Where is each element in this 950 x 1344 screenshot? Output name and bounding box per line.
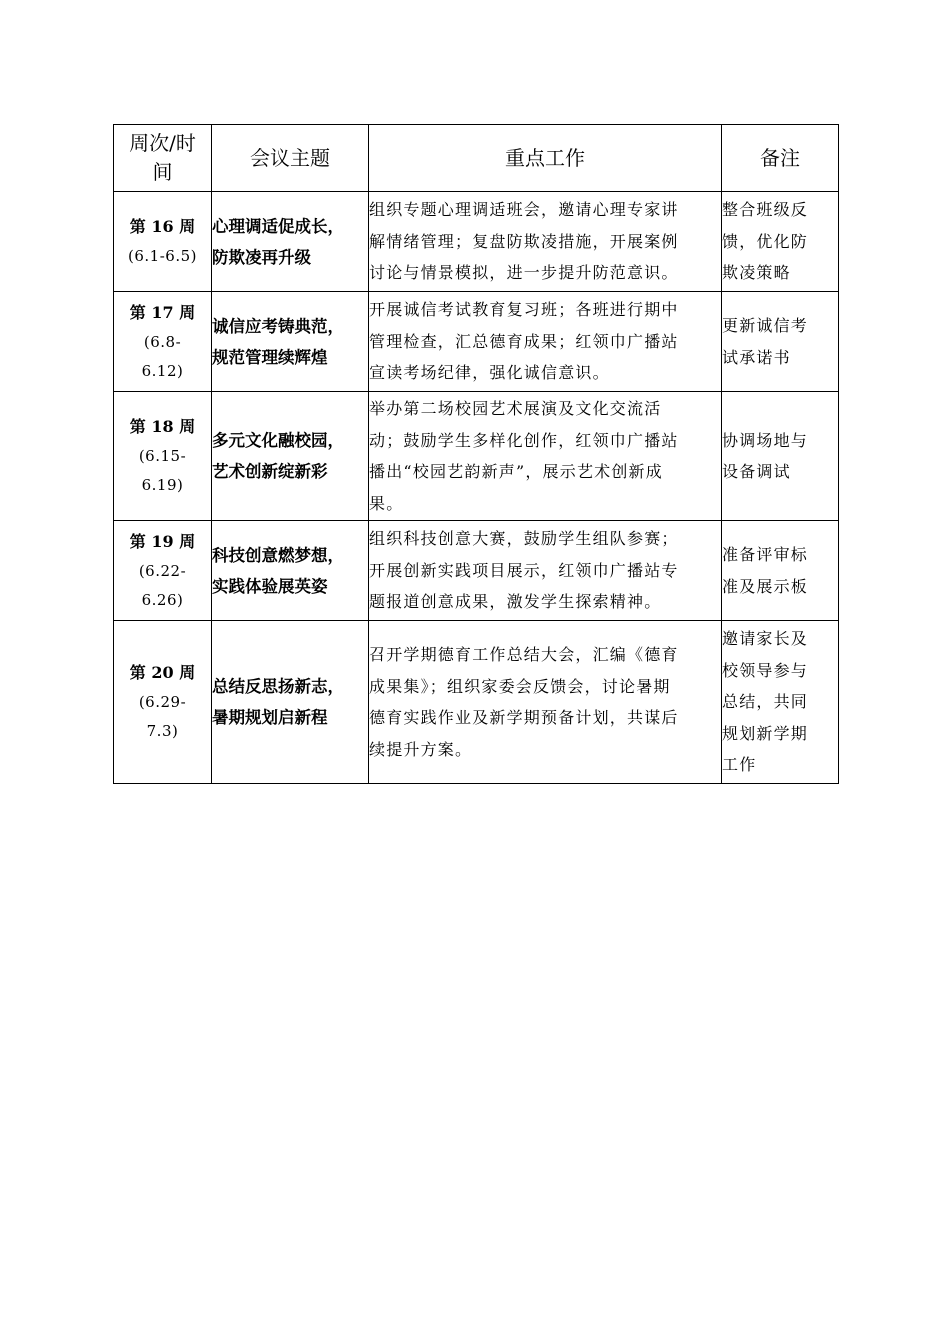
header-week-line2: 间 bbox=[152, 160, 173, 184]
note-line: 准备评审标 bbox=[722, 545, 809, 564]
week-number: 第 16 周 bbox=[129, 217, 196, 236]
work-line: 题报道创意成果，激发学生探索精神。 bbox=[369, 592, 662, 612]
header-theme: 会议主题 bbox=[212, 125, 369, 192]
week-number: 第 18 周 bbox=[129, 417, 196, 436]
work-line: 组织专题心理调适班会，邀请心理专家讲 bbox=[369, 200, 679, 220]
week-number: 第 19 周 bbox=[129, 531, 196, 551]
week-number: 第 17 周 bbox=[129, 302, 196, 322]
work-line: 播出“校园艺韵新声”，展示艺术创新成 bbox=[369, 462, 663, 481]
theme-cell bbox=[212, 521, 369, 621]
note-line: 规划新学期 bbox=[722, 723, 809, 743]
week-dates: 7.3) bbox=[146, 722, 179, 740]
theme-line: 暑期规划启新程 bbox=[212, 708, 328, 727]
week-dates: 6.12) bbox=[141, 361, 184, 380]
note-line: 校领导参与 bbox=[722, 660, 809, 680]
note-line: 欺凌策略 bbox=[722, 263, 791, 283]
theme-line: 总结反思扬新志， bbox=[212, 677, 344, 696]
theme-cell bbox=[212, 192, 369, 292]
note-line: 整合班级反 bbox=[722, 200, 809, 220]
work-line: 动；鼓励学生多样化创作，红领巾广播站 bbox=[369, 430, 679, 450]
table-row bbox=[114, 521, 839, 621]
note-line: 邀请家长及 bbox=[722, 629, 809, 649]
note-cell bbox=[722, 392, 839, 521]
work-line: 管理检查，汇总德育成果；红领巾广播站 bbox=[369, 331, 679, 351]
header-week bbox=[114, 125, 212, 192]
week-dates: (6.22- bbox=[138, 561, 187, 580]
week-cell bbox=[114, 392, 212, 521]
note-line: 更新诚信考 bbox=[722, 316, 809, 335]
work-cell bbox=[369, 192, 722, 292]
week-dates: 6.26) bbox=[141, 590, 184, 609]
work-cell bbox=[369, 621, 722, 784]
theme-cell bbox=[212, 621, 369, 784]
note-cell bbox=[722, 521, 839, 621]
work-line: 宣读考场纪律，强化诚信意识。 bbox=[369, 363, 610, 383]
theme-line: 诚信应考铸典范， bbox=[212, 316, 344, 336]
work-line: 解情绪管理；复盘防欺凌措施，开展案例 bbox=[369, 231, 679, 251]
table-row bbox=[114, 392, 839, 521]
week-number: 第 20 周 bbox=[129, 663, 196, 682]
note-line: 协调场地与 bbox=[722, 430, 809, 450]
note-line: 准及展示板 bbox=[722, 576, 809, 596]
theme-cell bbox=[212, 292, 369, 392]
week-cell bbox=[114, 621, 212, 784]
work-cell bbox=[369, 392, 722, 521]
note-line: 总结，共同 bbox=[722, 692, 809, 712]
theme-line: 规范管理续辉煌 bbox=[212, 347, 328, 367]
header-work: 重点工作 bbox=[369, 125, 722, 192]
table-row bbox=[114, 192, 839, 292]
week-dates: (6.15- bbox=[138, 447, 187, 465]
work-cell bbox=[369, 292, 722, 392]
header-week-line1: 周次/时 bbox=[129, 131, 196, 155]
work-line: 德育实践作业及新学期预备计划，共谋后 bbox=[369, 708, 679, 727]
note-line: 试承诺书 bbox=[722, 347, 791, 367]
weekly-plan-table bbox=[113, 124, 839, 784]
header-note: 备注 bbox=[722, 125, 839, 192]
theme-line: 科技创意燃梦想， bbox=[212, 545, 344, 565]
week-cell bbox=[114, 292, 212, 392]
work-line: 举办第二场校园艺术展演及文化交流活 bbox=[369, 399, 662, 418]
table-row bbox=[114, 292, 839, 392]
work-line: 开展创新实践项目展示，红领巾广播站专 bbox=[369, 560, 679, 580]
week-cell bbox=[114, 192, 212, 292]
table-header-row bbox=[114, 125, 839, 192]
work-cell bbox=[369, 521, 722, 621]
work-line: 果。 bbox=[369, 493, 404, 513]
week-dates: (6.29- bbox=[138, 693, 187, 711]
week-dates: (6.1-6.5) bbox=[128, 247, 197, 265]
work-line: 开展诚信考试教育复习班；各班进行期中 bbox=[369, 300, 679, 320]
note-cell bbox=[722, 621, 839, 784]
week-dates: 6.19) bbox=[141, 476, 184, 494]
week-dates: (6.8- bbox=[143, 332, 182, 351]
theme-line: 防欺凌再升级 bbox=[212, 247, 311, 267]
theme-line: 心理调适促成长， bbox=[212, 216, 344, 236]
work-line: 续提升方案。 bbox=[369, 739, 473, 759]
theme-line: 艺术创新绽新彩 bbox=[212, 462, 328, 481]
work-line: 讨论与情景模拟，进一步提升防范意识。 bbox=[369, 263, 679, 283]
note-cell bbox=[722, 192, 839, 292]
theme-line: 多元文化融校园， bbox=[212, 431, 344, 450]
week-cell bbox=[114, 521, 212, 621]
note-line: 馈，优化防 bbox=[722, 231, 809, 251]
theme-line: 实践体验展英姿 bbox=[212, 576, 328, 596]
table-row bbox=[114, 621, 839, 784]
note-line: 工作 bbox=[722, 755, 757, 775]
work-line: 组织科技创意大赛，鼓励学生组队参赛； bbox=[369, 529, 679, 549]
theme-cell bbox=[212, 392, 369, 521]
work-line: 召开学期德育工作总结大会，汇编《德育 bbox=[369, 645, 679, 664]
note-cell bbox=[722, 292, 839, 392]
work-line: 成果集》；组织家委会反馈会，讨论暑期 bbox=[369, 676, 671, 696]
note-line: 设备调试 bbox=[722, 462, 791, 481]
